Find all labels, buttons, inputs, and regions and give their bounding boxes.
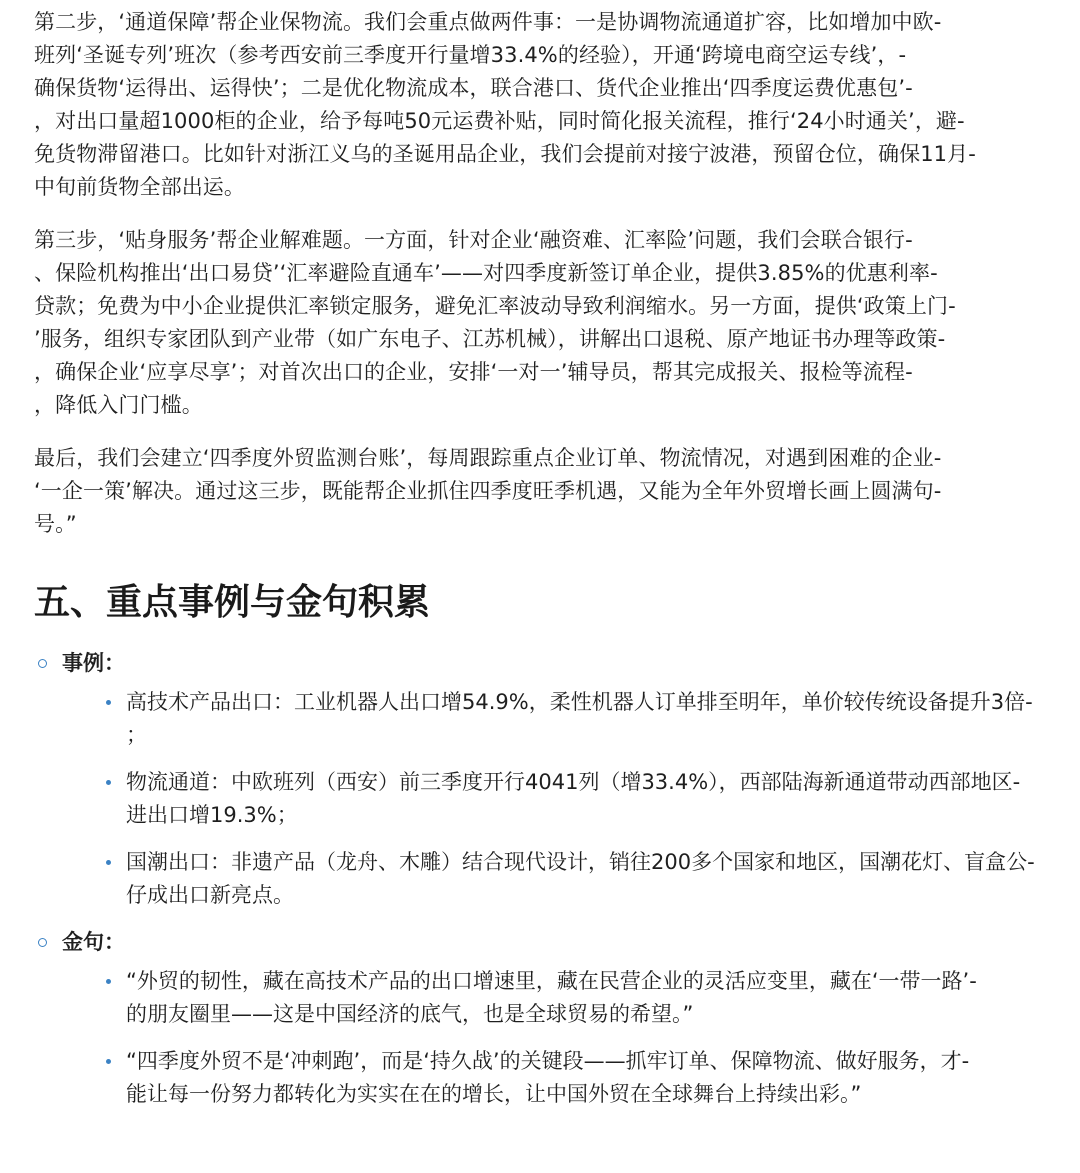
list-group-quotes: [34, 926, 1056, 1111]
list-item: [62, 965, 1056, 1031]
dot-bullet-icon: [106, 979, 111, 984]
quotes-list: [62, 965, 1056, 1111]
dot-bullet-icon: [106, 780, 111, 785]
dot-bullet-icon: [106, 1059, 111, 1064]
hollow-bullet-icon: [38, 938, 47, 947]
list-item-text: 物流通道：中欧班列（西安）前三季度开行4041列（增33.4%），西部陆海新通道带动西部地区- 进出口增19.3%；: [126, 770, 1021, 827]
list-item-text: 高技术产品出口：工业机器人出口增54.9%，柔性机器人订单排至明年，单价较传统设备提升3倍- ；: [126, 690, 1033, 747]
dot-bullet-icon: [106, 860, 111, 865]
list-item: [62, 1045, 1056, 1111]
list-item-text: “外贸的韧性，藏在高技术产品的出口增速里，藏在民营企业的灵活应变里，藏在‘一带一路’- 的朋友圈里——这是中国经济的底气，也是全球贸易的希望。”: [126, 969, 977, 1026]
list-item: [62, 846, 1056, 912]
paragraph-conclusion: 最后，我们会建立‘四季度外贸监测台账’，每周跟踪重点企业订单、物流情况，对遇到困难的企业- ‘一企一策’解决。通过这三步，既能帮企业抓住四季度旺季机遇，又能为全年外贸增长画上圆满句- 号。”: [34, 446, 942, 536]
hollow-bullet-icon: [38, 659, 47, 668]
section-title: 五、重点事例与金句积累: [34, 582, 431, 623]
group-label-examples: 事例：: [62, 651, 125, 675]
examples-list: [62, 686, 1056, 912]
paragraph-step-three: 第三步，‘贴身服务’帮企业解难题。一方面，针对企业‘融资难、汇率险’问题，我们会联合银行- 、保险机构推出‘出口易贷’‘汇率避险直通车’——对四季度新签订单企业，提供3.85%的优惠利率- 贷款；免费为中小企业提供汇率锁定服务，避免汇率波动导致利润缩水。另一方面，提供‘政策上门- ’服务，组织专家团队到产业带（如广东电子、江苏机械），讲解出口退税、原产地证书办理等政策- ，确保企业‘应享尽享’；对首次出口的企业，安排‘一对一’辅导员，帮其完成报关、报检等流程- ，降低入门门槛。: [34, 228, 956, 417]
paragraph-step-two: 第二步，‘通道保障’帮企业保物流。我们会重点做两件事：一是协调物流通道扩容，比如增加中欧- 班列‘圣诞专列’班次（参考西安前三季度开行量增33.4%的经验），开通‘跨境电商空运专线’，- 确保货物‘运得出、运得快’；二是优化物流成本，联合港口、货代企业推出‘四季度运费优惠包’- ，对出口量超1000柜的企业，给予每吨50元运费补贴，同时简化报关流程，推行‘24小时通关’，避- 免货物滞留港口。比如针对浙江义乌的圣诞用品企业，我们会提前对接宁波港，预留仓位，确保11月- 中旬前货物全部出运。: [34, 10, 976, 199]
dot-bullet-icon: [106, 700, 111, 705]
group-label-quotes: 金句：: [62, 930, 125, 954]
list-item: [62, 766, 1056, 832]
list-item: [62, 686, 1056, 752]
list-item-text: 国潮出口：非遗产品（龙舟、木雕）结合现代设计，销往200多个国家和地区，国潮花灯、盲盒公- 仔成出口新亮点。: [126, 850, 1035, 907]
list-item-text: “四季度外贸不是‘冲刺跑’，而是‘持久战’的关键段——抓牢订单、保障物流、做好服务，才- 能让每一份努力都转化为实实在在的增长，让中国外贸在全球舞台上持续出彩。”: [126, 1049, 970, 1106]
list-group-examples: [34, 647, 1056, 912]
